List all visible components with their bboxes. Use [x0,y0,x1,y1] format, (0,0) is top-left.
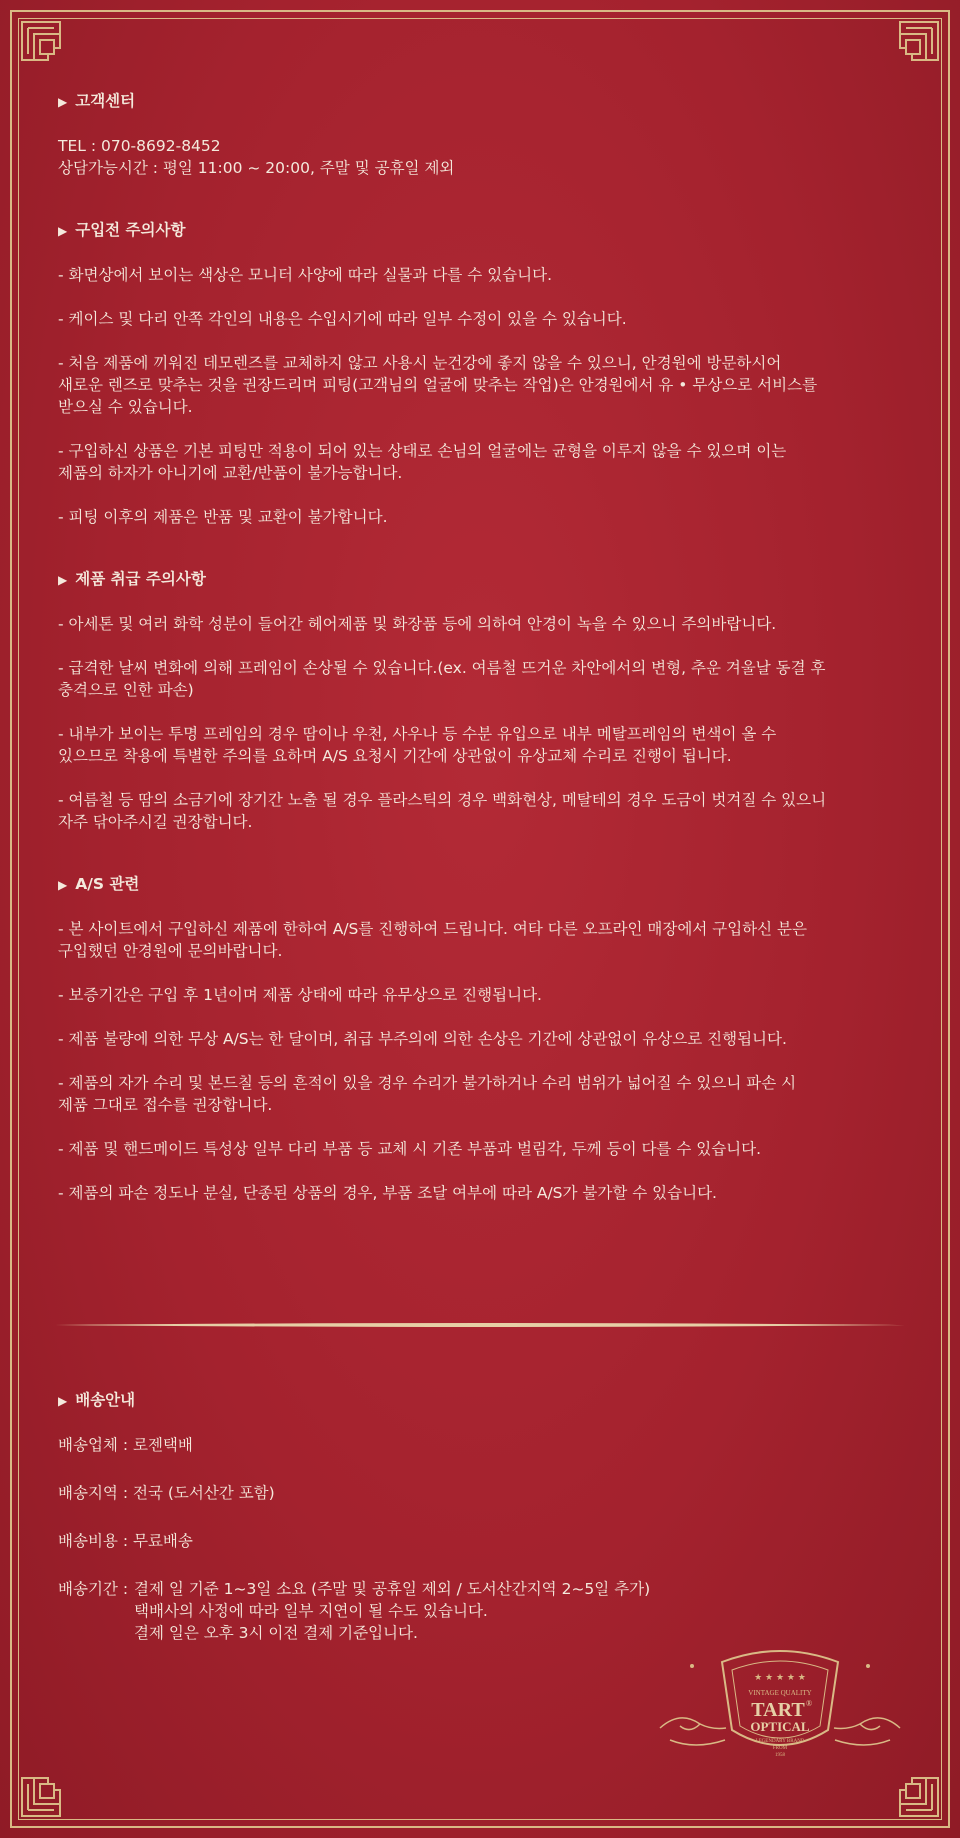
corner-ornament-icon [20,20,74,74]
arrow-right-icon: ▶ [58,224,68,238]
svg-text:VINTAGE QUALITY: VINTAGE QUALITY [748,1689,812,1697]
notice-item [58,440,908,484]
notice-item [58,723,908,767]
notice-line: - 제품의 자가 수리 및 본드칠 등의 흔적이 있을 경우 수리가 불가하거나 수리 범위가 넓어질 수 있으니 파손 시 [58,1074,797,1092]
item-gap [58,113,908,135]
notice-line: 받으실 수 있습니다. [58,398,193,416]
item-gap [58,286,908,308]
notice-line: - 화면상에서 보이는 색상은 모니터 사양에 따라 실물과 다를 수 있습니다. [58,266,553,284]
item-gap [58,896,908,918]
notice-line: - 처음 제품에 끼워진 데모렌즈를 교체하지 않고 사용시 눈건강에 좋지 않을 수 있으니, 안경원에 방문하시어 [58,354,782,372]
notice-line: - 여름철 등 땀의 소금기에 장기간 노출 될 경우 플라스틱의 경우 백화현상, 메탈테의 경우 도금이 벗겨질 수 있으니 [58,791,827,809]
notice-content [58,90,908,1204]
notice-line: - 케이스 및 다리 안쪽 각인의 내용은 수입시기에 따라 일부 수정이 있을 수 있습니다. [58,310,627,328]
arrow-right-icon: ▶ [58,95,68,109]
item-gap [58,330,908,352]
notice-line: 상담가능시간 : 평일 11:00 ~ 20:00, 주말 및 공휴일 제외 [58,159,455,177]
item-gap [58,962,908,984]
notice-line: - 아세톤 및 여러 화학 성분이 들어간 헤어제품 및 화장품 등에 의하여 안경이 녹을 수 있으니 주의바랍니다. [58,615,777,633]
item-gap [58,701,908,723]
item-gap [58,242,908,264]
shipping-cost: 배송비용 : 무료배송 [58,1532,193,1550]
section-title: ▶ A/S 관련 [58,875,140,893]
notice-line: 충격으로 인한 파손) [58,681,194,699]
notice-line: 자주 닦아주시길 권장합니다. [58,813,253,831]
shipping-period-line: 택배사의 사정에 따라 일부 지연이 될 수도 있습니다. [134,1602,488,1620]
notice-item [58,352,908,418]
notice-line: - 피팅 이후의 제품은 반품 및 교환이 불가합니다. [58,508,388,526]
notice-item [58,984,908,1006]
notice-line: 구입했던 안경원에 문의바랍니다. [58,942,283,960]
notice-item [58,1072,908,1116]
notice-line: 새로운 렌즈로 맞추는 것을 권장드리며 피팅(고객님의 얼굴에 맞추는 작업)은 안경원에서 유 • 무상으로 서비스를 [58,376,818,394]
shipping-company: 배송업체 : 로젠택배 [58,1436,193,1454]
notice-line: - 제품의 파손 정도나 분실, 단종된 상품의 경우, 부품 조달 여부에 따라 A/S가 불가할 수 있습니다. [58,1184,717,1202]
item-gap [58,635,908,657]
notice-line: 있으므로 착용에 특별한 주의를 요하며 A/S 요청시 기간에 상관없이 유상교체 수리로 진행이 됩니다. [58,747,732,765]
shipping-region: 배송지역 : 전국 (도서산간 포함) [58,1484,275,1502]
svg-text:1958: 1958 [775,1753,785,1758]
svg-text:FROM: FROM [772,1746,788,1751]
notice-line: 제품 그대로 접수를 권장합니다. [58,1096,273,1114]
notice-item [58,1182,908,1204]
notice-item [58,308,908,330]
notice-line: - 급격한 날씨 변화에 의해 프레임이 손상될 수 있습니다.(ex. 여름철 뜨거운 차안에서의 변형, 추운 겨울날 동결 후 [58,659,826,677]
notice-line: TEL : 070-8692-8452 [58,137,221,155]
brand-logo-icon [650,1600,910,1770]
corner-ornament-icon [20,1764,74,1818]
shipping-period-line: 결제 일 기준 1~3일 소요 (주말 및 공휴일 제외 / 도서산간지역 2~5일 추가) [134,1580,651,1598]
notice-line: - 보증기간은 구입 후 1년이며 제품 상태에 따라 유무상으로 진행됩니다. [58,986,542,1004]
svg-text:®: ® [806,1699,813,1708]
item-gap [58,1116,908,1138]
item-gap [58,418,908,440]
notice-line: - 제품 불량에 의한 무상 A/S는 한 달이며, 취급 부주의에 의한 손상은 기간에 상관없이 유상으로 진행됩니다. [58,1030,787,1048]
item-gap [58,1006,908,1028]
arrow-right-icon: ▶ [58,573,68,587]
notice-item [58,1138,908,1160]
section-title: ▶ 구입전 주의사항 [58,221,186,239]
svg-text:OPTICAL TAILOR [706,1600,854,1602]
notice-item [58,264,908,286]
shipping-period-label: 배송기간 : [58,1580,133,1598]
item-gap [58,1160,908,1182]
svg-text:OPTICAL: OPTICAL [750,1719,810,1734]
notice-item [58,789,908,833]
notice-line: 제품의 하자가 아니기에 교환/반품이 불가능합니다. [58,464,403,482]
section-title: ▶ 배송안내 [58,1391,136,1409]
section-gap [58,528,908,568]
section-gap [58,833,908,873]
item-gap [58,591,908,613]
section-divider [55,1322,905,1328]
notice-item [58,135,908,179]
shipping-period-line: 결제 일은 오후 3시 이전 결제 기준입니다. [134,1624,418,1642]
section-gap [58,179,908,219]
corner-ornament-icon [886,1764,940,1818]
notice-line: - 제품 및 핸드메이드 특성상 일부 다리 부품 등 교체 시 기존 부품과 벌림각, 두께 등이 다를 수 있습니다. [58,1140,762,1158]
arrow-right-icon: ▶ [58,878,68,892]
svg-text:TART: TART [751,1699,805,1721]
notice-line: - 구입하신 상품은 기본 피팅만 적용이 되어 있는 상태로 손님의 얼굴에는 균형을 이루지 않을 수 있으며 이는 [58,442,787,460]
svg-text:★ ★ ★ ★ ★: ★ ★ ★ ★ ★ [754,1673,806,1683]
notice-item [58,1028,908,1050]
notice-item [58,657,908,701]
corner-ornament-icon [886,20,940,74]
notice-item [58,613,908,635]
item-gap [58,1050,908,1072]
notice-line: - 본 사이트에서 구입하신 제품에 한하여 A/S를 진행하여 드립니다. 여타 다른 오프라인 매장에서 구입하신 분은 [58,920,808,938]
notice-item [58,506,908,528]
notice-line: - 내부가 보이는 투명 프레임의 경우 땀이나 우천, 사우나 등 수분 유입으로 내부 메탈프레임의 변색이 올 수 [58,725,777,743]
item-gap [58,767,908,789]
section-title: ▶ 제품 취급 주의사항 [58,570,206,588]
item-gap [58,484,908,506]
arrow-right-icon: ▶ [58,1394,68,1408]
notice-item [58,918,908,962]
svg-text:LEGENDARY BRAND: LEGENDARY BRAND [755,1739,805,1744]
section-title: ▶ 고객센터 [58,92,136,110]
